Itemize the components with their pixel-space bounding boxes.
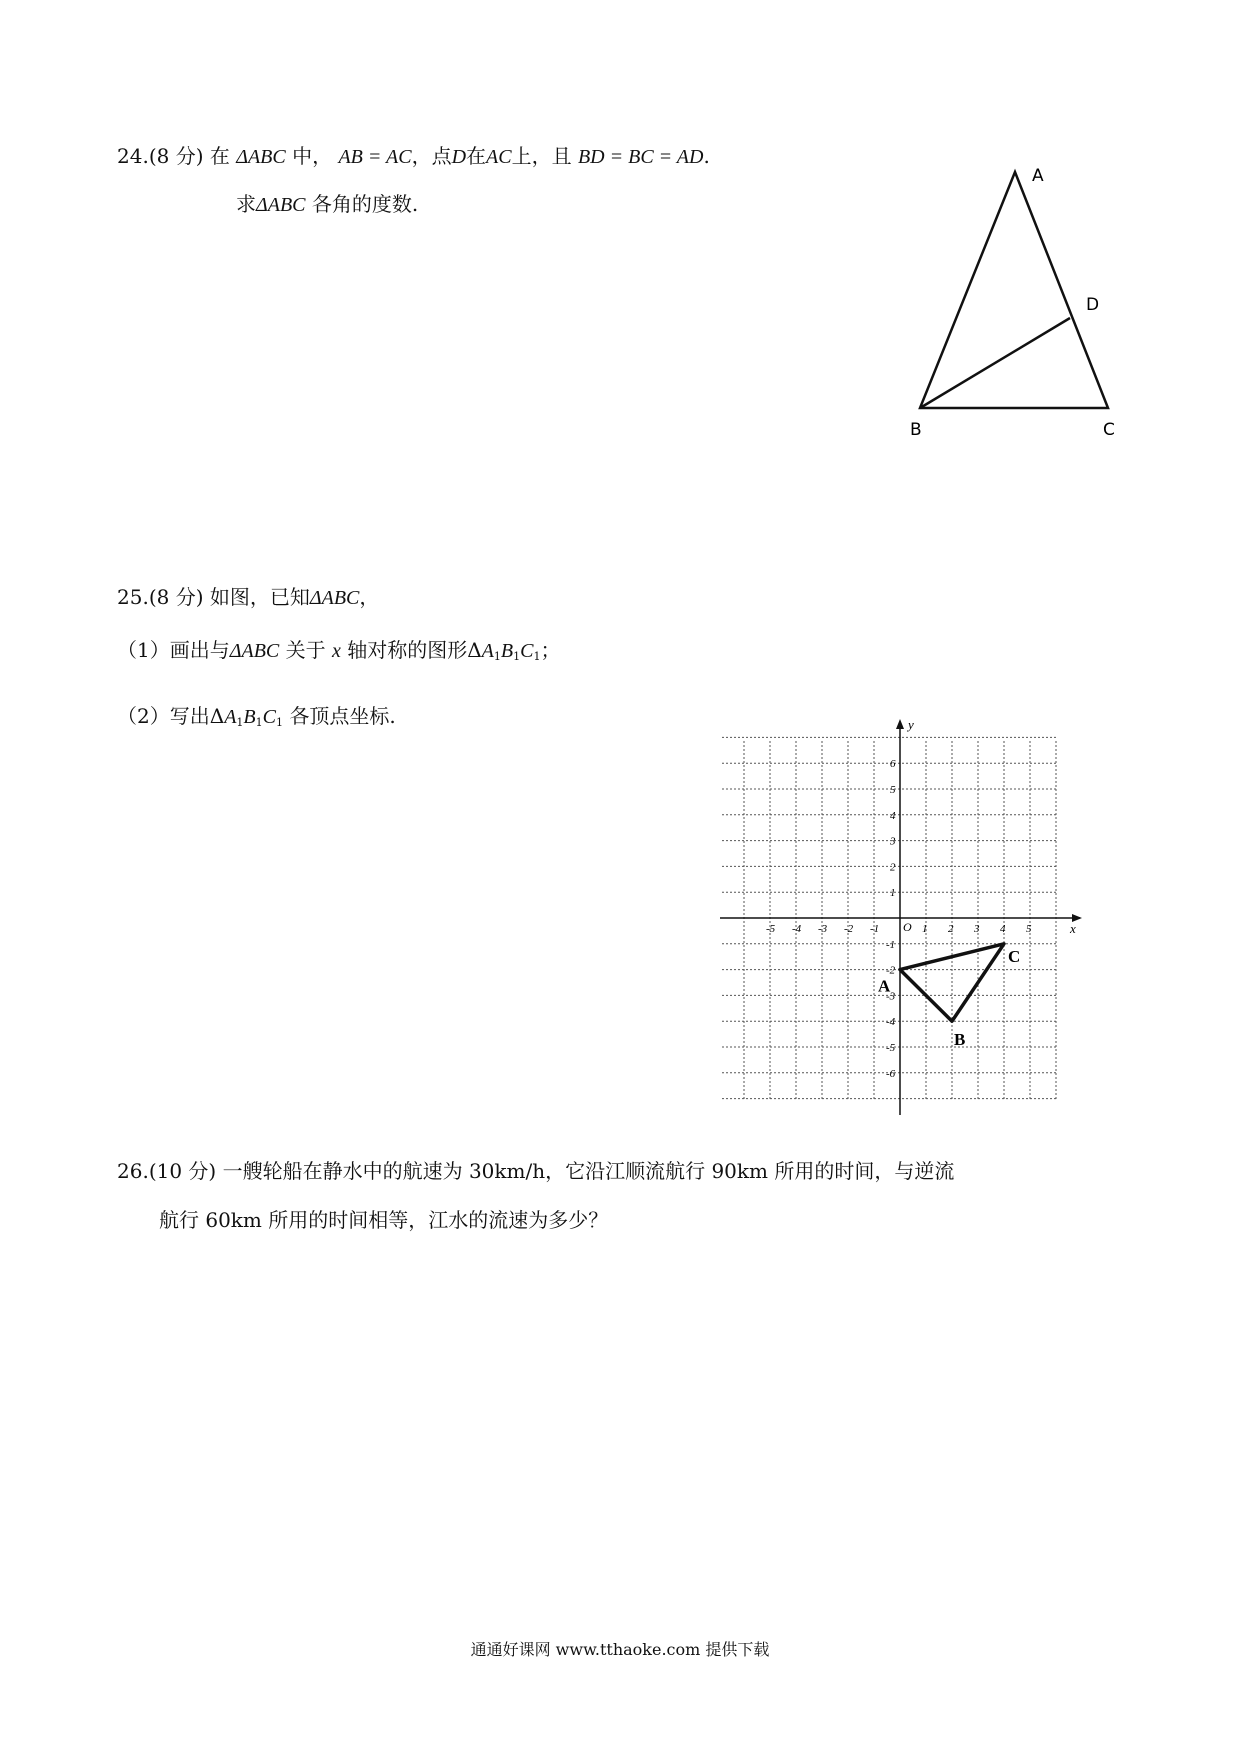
q26-score: (10 分) [148, 1159, 217, 1183]
q25-text: 各顶点坐标. [289, 704, 396, 728]
vertex-label-c: C [1103, 420, 1115, 440]
q24-period: . [703, 144, 710, 168]
graph-vertex-label-c: C [1008, 946, 1021, 966]
q26-number: 26. [117, 1159, 149, 1183]
y-tick-label: 3 [890, 835, 896, 848]
q25-text: 写出 [169, 704, 210, 728]
q24-point: D [451, 146, 467, 168]
q24-triangle-figure [900, 155, 1140, 455]
y-tick-label: -4 [886, 1016, 896, 1029]
x-tick-label: -2 [844, 923, 854, 935]
y-tick-label: -6 [886, 1067, 896, 1080]
q24-triangle: ΔABC [256, 194, 306, 216]
q24-text: 中， [292, 144, 333, 168]
triangle-abc [920, 172, 1108, 408]
q26-text-line2: 航行 60km 所用的时间相等，江水的流速为多少？ [159, 1208, 609, 1232]
q25-triangle: ΔABC [229, 640, 280, 662]
q25-vertex-b1: B [243, 706, 256, 728]
subscript: 1 [533, 650, 541, 663]
y-tick-label: -3 [886, 990, 896, 1003]
q24-text: 上，且 [511, 144, 572, 168]
q25-text: 关于 [285, 638, 326, 662]
q25-part1-number: （1） [117, 638, 170, 662]
x-tick-label: -4 [792, 923, 802, 935]
q24-text: 在 [209, 144, 230, 168]
q24-condition-1: AB = AC [338, 146, 412, 168]
q25-delta: Δ [467, 638, 482, 662]
y-axis-arrow [896, 719, 904, 729]
q24-score: (8 分) [148, 144, 204, 168]
graph-vertex-label-a: A [878, 976, 891, 996]
x-tick-label: 3 [974, 923, 980, 935]
subscript: 1 [493, 650, 501, 663]
q25-vertex-a1: A [224, 706, 237, 728]
x-axis-label: x [1070, 921, 1076, 936]
y-tick-label: -2 [886, 964, 896, 977]
y-tick-label: -1 [886, 938, 896, 951]
q24-condition-2: BD = BC = AD [577, 146, 704, 168]
graph-vertex-label-b: B [954, 1030, 966, 1050]
q25-text: 画出与 [169, 638, 230, 662]
y-tick-label: 4 [890, 809, 896, 822]
q25-number: 25. [117, 585, 149, 609]
q25-vertex-b1: B [500, 640, 514, 662]
q25-delta: Δ [209, 704, 225, 728]
axes [720, 719, 1082, 1115]
subscript: 1 [513, 650, 521, 663]
vertex-label-b: B [910, 420, 922, 440]
q25-vertex-c1: C [262, 706, 276, 728]
y-tick-label: 6 [890, 758, 896, 771]
x-tick-label: -3 [818, 923, 828, 935]
q24-line2 [236, 190, 418, 219]
y-tick-label: 2 [890, 861, 896, 874]
q25-text: ； [540, 638, 561, 662]
q24-line1 [117, 142, 710, 171]
y-tick-label: 5 [890, 784, 896, 796]
y-tick-label: 1 [890, 887, 896, 900]
q24-segment: AC [486, 146, 512, 168]
tick-labels [766, 758, 1032, 1080]
origin-label: O [903, 920, 912, 934]
q25-text: ， [359, 585, 380, 609]
y-tick-label: -5 [886, 1042, 896, 1054]
q25-vertex-c1: C [520, 640, 534, 662]
x-tick-label: 4 [1000, 923, 1006, 935]
q24-number: 24. [117, 144, 149, 168]
q25-line1 [117, 583, 379, 612]
subscript: 1 [255, 716, 263, 729]
q25-part1 [117, 636, 560, 671]
vertex-label-d: D [1086, 295, 1100, 315]
q24-triangle: ΔABC [236, 146, 286, 168]
page-footer: 通通好课网 www.tthaoke.com 提供下载 [470, 1640, 770, 1659]
q26-line2 [159, 1206, 608, 1234]
x-tick-label: -1 [870, 923, 880, 935]
x-tick-label: -5 [766, 923, 776, 935]
q24-text: 求 [236, 192, 256, 216]
subscript: 1 [236, 716, 244, 729]
q24-text: ，点 [411, 144, 452, 168]
q26-line1 [117, 1157, 954, 1185]
vertex-label-a: A [1032, 166, 1044, 186]
q25-text: 轴对称的图形 [347, 638, 468, 662]
q26-text-line1: 一艘轮船在静水中的航速为 30km/h，它沿江顺流航行 90km 所用的时间，与逆流 [222, 1159, 955, 1183]
segment-bd [920, 318, 1070, 408]
y-axis-label: y [908, 717, 914, 732]
q24-text: 在 [466, 144, 487, 168]
q25-triangle: ΔABC [309, 587, 360, 609]
q25-vertex-a1: A [481, 640, 494, 662]
q24-text: 各角的度数. [311, 192, 419, 216]
q25-part2 [117, 702, 396, 737]
x-tick-label: 2 [948, 923, 954, 935]
q25-text: 如图，已知 [209, 585, 310, 609]
q25-coordinate-grid [720, 715, 1090, 1125]
subscript: 1 [275, 716, 283, 729]
q25-part2-number: （2） [117, 704, 170, 728]
x-tick-label: 5 [1026, 923, 1032, 935]
q25-score: (8 分) [148, 585, 204, 609]
x-tick-label: 1 [922, 923, 928, 935]
q25-axis-x: x [331, 640, 341, 662]
